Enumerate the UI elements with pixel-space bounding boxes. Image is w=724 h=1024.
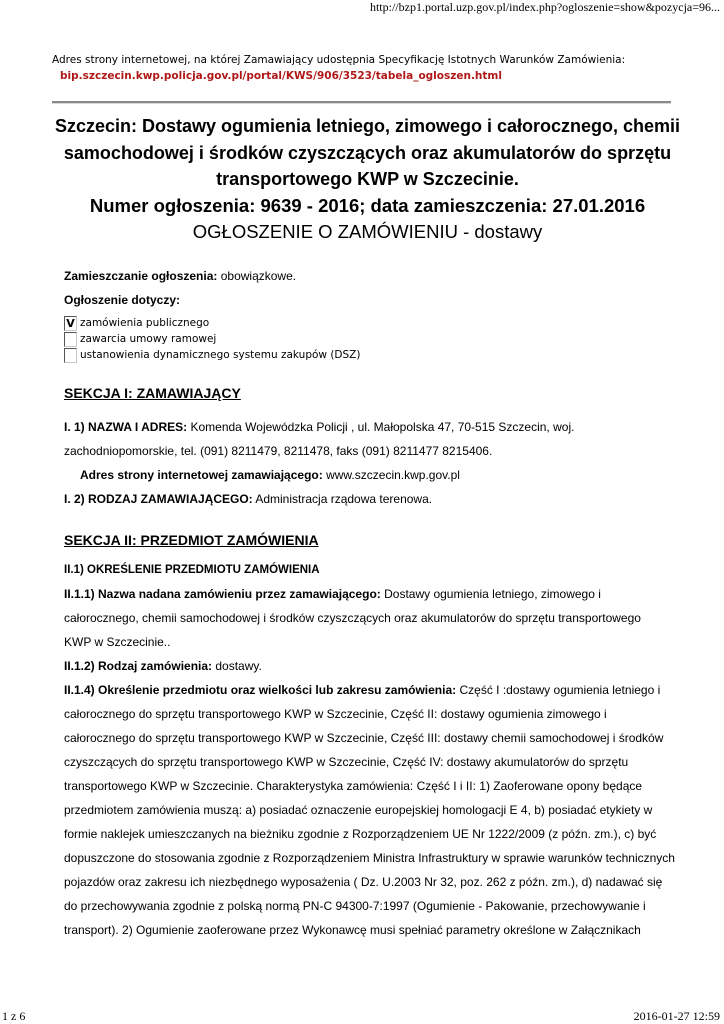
- order-scope-line: transportowego KWP w Szczecinie. Charakterystyka zamówienia: Część I i II: 1) Zaoferowane opony będące: [64, 779, 643, 793]
- order-scope-line: czyszczących do sprzętu transportowego KWP w Szczecinie, Część IV: dostawy akumulatorów do sprzętu: [64, 755, 629, 769]
- authority-website-row: [64, 463, 684, 487]
- checkbox-unchecked[interactable]: [64, 332, 77, 347]
- section-2-subheading: II.1) OKREŚLENIE PRZEDMIOTU ZAMÓWIENIA: [64, 564, 320, 576]
- spec-notice: [52, 52, 712, 84]
- concerns-option-label: zawarcia umowy ramowej: [80, 333, 217, 345]
- order-scope-label: II.1.4) Określenie przedmiotu oraz wielkości lub zakresu zamówienia:: [64, 683, 457, 697]
- order-scope-line: transport). 2) Ogumienie zaoferowane przez Wykonawcę musi spełniać parametry określone w Załącznikach: [64, 923, 641, 937]
- contracting-authority-row: [64, 415, 684, 439]
- notice-content: [64, 264, 684, 942]
- spec-notice-link[interactable]: bip.szczecin.kwp.policja.gov.pl/portal/KWS/906/3523/tabela_ogloszen.html: [60, 70, 502, 82]
- concerns-checklist: [64, 315, 684, 363]
- order-scope-line: Część I :dostawy ogumienia letniego i: [459, 683, 661, 697]
- placement-row: [64, 264, 684, 288]
- authority-name-value: Komenda Wojewódzka Policji , ul. Małopolska 47, 70-515 Szczecin, woj.: [190, 420, 575, 434]
- concerns-option-label: zamówienia publicznego: [80, 317, 210, 329]
- order-name-row: [64, 582, 684, 606]
- horizontal-rule: [52, 101, 671, 104]
- authority-type-value: Administracja rządowa terenowa.: [255, 492, 433, 506]
- title-line-3: transportowego KWP w Szczecinie.: [216, 169, 519, 189]
- order-name-line: KWP w Szczecinie..: [64, 635, 171, 649]
- order-scope-line: całorocznego do sprzętu transportowego KWP w Szczecinie, Część II: dostawy ogumienia zimowego i: [64, 707, 607, 721]
- notice-number-line: Numer ogłoszenia: 9639 - 2016; data zamieszczenia: 27.01.2016: [89, 194, 646, 216]
- authority-website-value[interactable]: www.szczecin.kwp.gov.pl: [326, 468, 460, 482]
- checkbox-checked[interactable]: V: [64, 316, 77, 331]
- order-kind-label: II.1.2) Rodzaj zamówienia:: [64, 659, 213, 673]
- order-scope-line: formie naklejek umieszczanych na bieżniku zgodnie z Rozporządzeniem UE Nr 1222/2009 (z późn. zm.), c) być: [64, 827, 657, 841]
- page-number: 1 z 6: [2, 1009, 26, 1023]
- order-name-line: Dostawy ogumienia letniego, zimowego i: [384, 587, 601, 601]
- order-scope-line: całorocznego do sprzętu transportowego KWP w Szczecinie, Część III: dostawy chemii samochodowej i środków: [64, 731, 664, 745]
- placement-label: Zamieszczanie ogłoszenia:: [64, 269, 218, 283]
- order-name-label: II.1.1) Nazwa nadana zamówieniu przez zamawiającego:: [64, 587, 381, 601]
- notice-type-line: OGŁOSZENIE O ZAMÓWIENIU - dostawy: [192, 221, 543, 242]
- order-kind-row: [64, 654, 684, 678]
- order-scope-line: dopuszczone do stosowania zgodnie z Rozporządzeniem Ministra Infrastruktury w sprawie warunków technicznych: [64, 851, 675, 865]
- title-line-2: samochodowej i środków czyszczących oraz akumulatorów do sprzętu: [63, 142, 672, 163]
- checkbox-unchecked[interactable]: [64, 348, 77, 363]
- order-scope-line: pojazdów oraz zakresu ich niezbędnego wyposażenia ( Dz. U.2003 Nr 32, poz. 262 z późn. zm.), d) nadawać się: [64, 875, 663, 889]
- print-datetime: 2016-01-27 12:59: [633, 1009, 720, 1023]
- print-header-url: http://bzp1.portal.uzp.gov.pl/index.php?ogloszenie=show&pozycja=96...: [369, 0, 720, 14]
- authority-website-label: Adres strony internetowej zamawiającego:: [80, 468, 323, 482]
- order-scope-row: [64, 678, 684, 702]
- authority-name-label: I. 1) NAZWA I ADRES:: [64, 420, 188, 434]
- placement-value: obowiązkowe.: [220, 269, 297, 283]
- order-scope-line: do przechowywania zgodnie z polską normą PN-C 94300-7:1997 (Ogumienie - Pakowanie, przechowywanie i: [64, 899, 646, 913]
- order-name-line: całorocznego, chemii samochodowej i środków czyszczących oraz akumulatorów do sprzętu transportowego: [64, 611, 641, 625]
- concerns-option-label: ustanowienia dynamicznego systemu zakupów (DSZ): [80, 349, 361, 361]
- concerns-label: Ogłoszenie dotyczy:: [64, 293, 181, 307]
- authority-type-label: I. 2) RODZAJ ZAMAWIAJĄCEGO:: [64, 492, 253, 506]
- page-title: [52, 113, 683, 246]
- order-scope-line: przedmiotem zamówienia muszą: a) posiadać oznaczenie europejskiej homologacji E 4, b) posiadać etykiety w: [64, 803, 653, 817]
- authority-type-row: [64, 487, 684, 511]
- spec-notice-text: Adres strony internetowej, na której Zamawiający udostępnia Specyfikację Istotnych Warunków Zamówienia:: [52, 54, 626, 66]
- title-line-1: Szczecin: Dostawy ogumienia letniego, zimowego i całorocznego, chemii: [54, 116, 681, 136]
- authority-address-cont: zachodniopomorskie, tel. (091) 8211479, 8211478, faks (091) 8211477 8215406.: [64, 444, 493, 458]
- section-2-heading: SEKCJA II: PRZEDMIOT ZAMÓWIENIA: [64, 532, 319, 548]
- order-kind-value: dostawy.: [215, 659, 262, 673]
- section-1-heading: SEKCJA I: ZAMAWIAJĄCY: [64, 385, 241, 401]
- concerns-option: [64, 347, 684, 363]
